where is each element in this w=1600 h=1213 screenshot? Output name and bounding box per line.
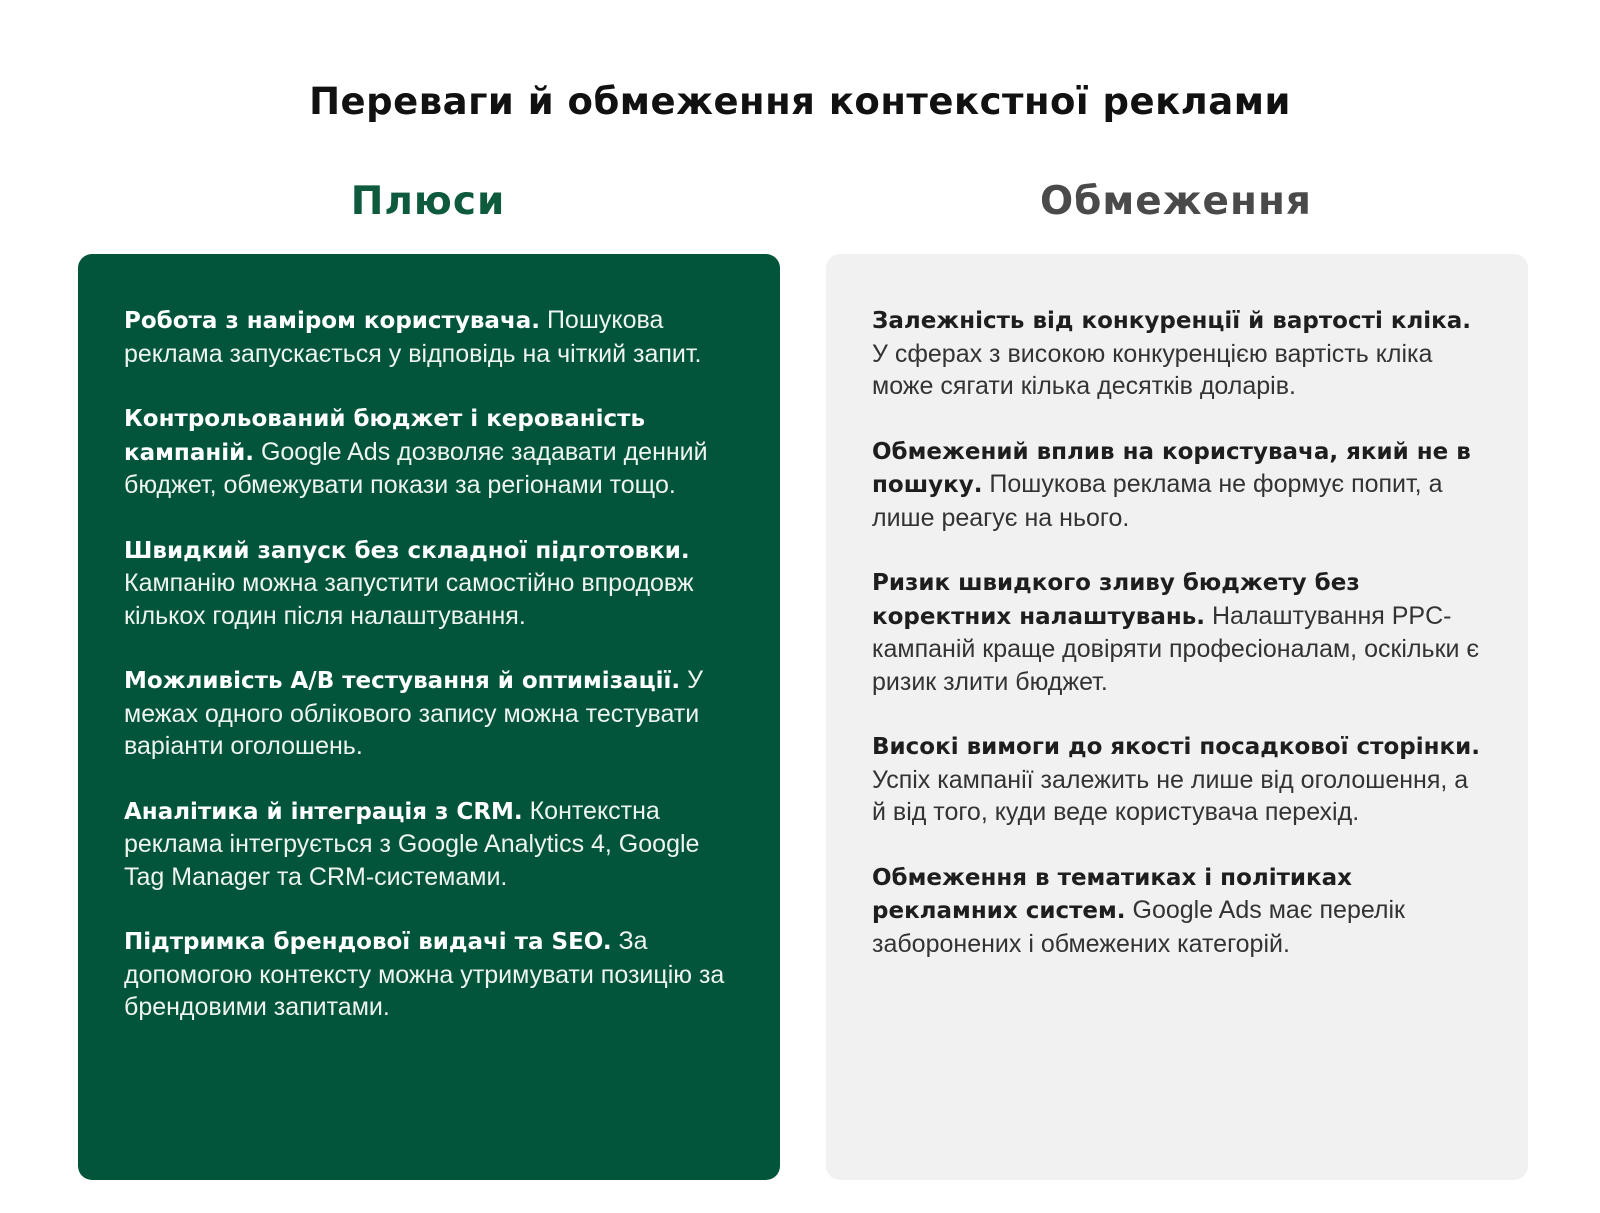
cons-item bbox=[872, 861, 1488, 961]
cons-item bbox=[872, 435, 1488, 535]
cons-heading: Обмеження bbox=[1040, 179, 1312, 224]
pros-item-lead: Робота з наміром користувача. bbox=[124, 308, 540, 334]
pros-item bbox=[124, 304, 740, 370]
pros-item-text: Пошукова реклама запускається у відповідь на чіткий запит. bbox=[124, 306, 702, 368]
cons-item bbox=[872, 566, 1488, 698]
cons-item-text: Пошукова реклама не формує попит, а лише реагує на нього. bbox=[872, 470, 1443, 532]
pros-item-lead: Швидкий запуск без складної підготовки. bbox=[124, 537, 690, 564]
pros-item-lead: Можливість A/B тестування й оптимізації. bbox=[124, 668, 681, 694]
pros-item-text: Контекстна реклама інтегрується з Google Analytics 4, Google Tag Manager та CRM-системами. bbox=[124, 796, 700, 891]
cons-item-lead: Високі вимоги до якості посадкової сторінки. bbox=[872, 734, 1480, 760]
cons-item-lead: Залежність від конкуренції й вартості кліка. bbox=[872, 308, 1472, 334]
pros-item bbox=[124, 534, 740, 633]
pros-item bbox=[124, 402, 740, 502]
page-title: Переваги й обмеження контекстної реклами bbox=[309, 80, 1291, 123]
cons-panel bbox=[826, 254, 1528, 1180]
cons-item bbox=[872, 304, 1488, 403]
pros-item-text: За допомогою контексту можна утримувати позицію за брендовими запитами. bbox=[124, 927, 725, 1021]
cons-item-text: Налаштування PPC-кампаній краще довіряти професіоналам, оскільки є ризик злити бюджет. bbox=[872, 601, 1480, 696]
pros-item-text: Google Ads дозволяє задавати денний бюджет, обмежувати покази за регіонами тощо. bbox=[124, 437, 708, 499]
cons-item-text: У сферах з високою конкуренцією вартість кліка може сягати кілька десятків доларів. bbox=[872, 339, 1433, 400]
pros-item bbox=[124, 795, 740, 894]
pros-item-lead: Контрольований бюджет і керованість кампаній. bbox=[124, 406, 646, 466]
cons-item-text: Google Ads має перелік заборонених і обмежених категорій. bbox=[872, 896, 1405, 958]
cons-item bbox=[872, 730, 1488, 829]
pros-item-text: У межах одного облікового запису можна тестувати варіанти оголошень. bbox=[124, 666, 703, 760]
pros-item bbox=[124, 925, 740, 1024]
cons-item-lead: Ризик швидкого зливу бюджету без коректних налаштувань. bbox=[872, 570, 1360, 630]
pros-panel bbox=[78, 254, 780, 1180]
pros-item-text: Кампанію можна запустити самостійно впродовж кількох годин після налаштування. bbox=[124, 569, 694, 630]
pros-item-lead: Підтримка брендової видачі та SEO. bbox=[124, 929, 612, 955]
pros-item-lead: Аналітика й інтеграція з CRM. bbox=[124, 798, 523, 825]
cons-item-text: Успіх кампанії залежить не лише від оголошення, а й від того, куди веде користувача перехід. bbox=[872, 765, 1469, 826]
cons-item-lead: Обмежений вплив на користувача, який не в пошуку. bbox=[872, 438, 1471, 498]
pros-heading: Плюси bbox=[350, 179, 506, 224]
pros-item bbox=[124, 664, 740, 763]
cons-item-lead: Обмеження в тематиках і політиках рекламних систем. bbox=[872, 864, 1353, 924]
